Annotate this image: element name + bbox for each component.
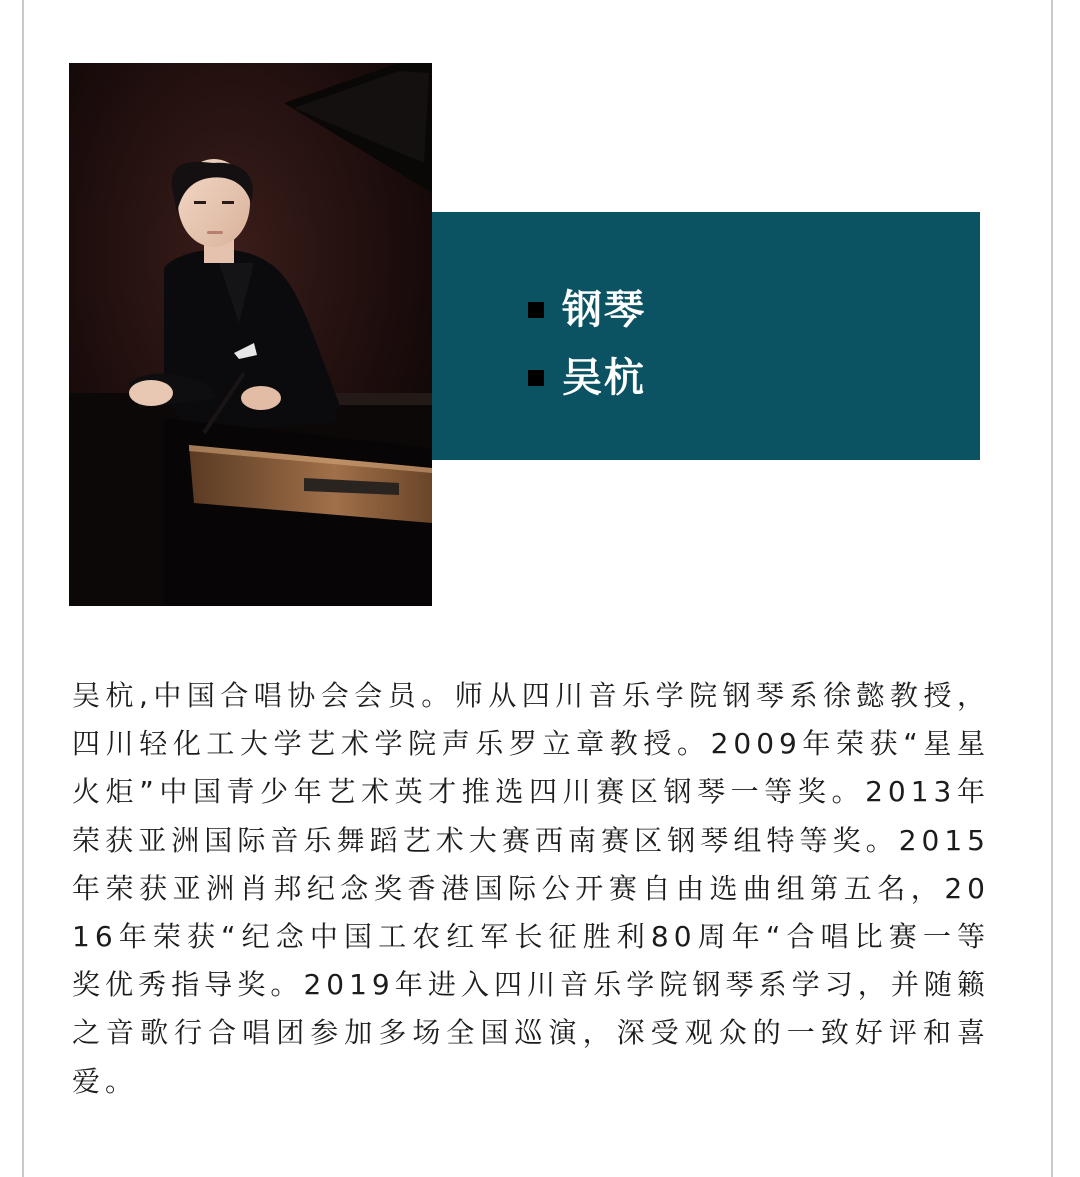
square-bullet-icon: [528, 370, 544, 386]
performer-name: 吴杭: [562, 355, 646, 401]
portrait-photo: [69, 63, 432, 606]
instrument-title: [528, 287, 646, 333]
biography-text: 吴杭,中国合唱协会会员。师从四川音乐学院钢琴系徐懿教授，四川轻化工大学艺术学院声乐罗立章教授。2009年荣获“星星火炬”中国青少年艺术英才推选四川赛区钢琴一等奖。2013年荣获亚洲国际音乐舞蹈艺术大赛西南赛区钢琴组特等奖。2015年荣获亚洲肖邦纪念奖香港国际公开赛自由选曲组第五名，2016年荣获“纪念中国工农红军长征胜利80周年“合唱比赛一等奖优秀指导奖。2019年进入四川音乐学院钢琴系学习，并随籁之音歌行合唱团参加多场全国巡演，深受观众的一致好评和喜爱。: [72, 679, 990, 1098]
frame-line-right: [1051, 0, 1053, 1177]
square-bullet-icon: [528, 302, 544, 318]
performer-title: [528, 355, 646, 401]
frame-line-left: [22, 0, 24, 1177]
instrument-label: 钢琴: [562, 287, 646, 333]
title-panel: [432, 212, 980, 460]
